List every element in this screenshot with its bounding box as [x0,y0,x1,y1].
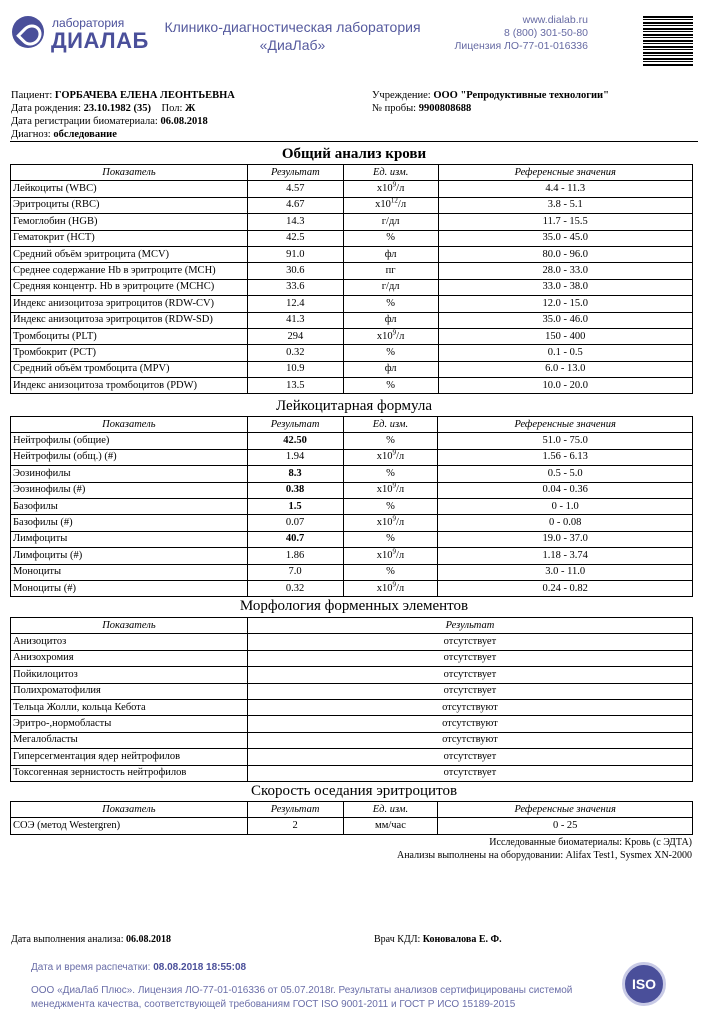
parameter-name: Базофилы (#) [11,515,248,531]
column-header: Результат [247,165,343,181]
unit-cell: фл [343,246,438,262]
parameter-name: СОЭ (метод Westergren) [11,818,248,834]
barcode-icon [643,16,693,66]
table-row [11,667,693,683]
parameter-name: Эритро-,нормобласты [11,716,248,732]
reference-range: 0.1 - 0.5 [438,345,692,361]
result-value: 4.57 [247,181,343,197]
unit-cell: г/дл [343,214,438,230]
analysis-date: Дата выполнения анализа: 06.08.2018 [11,934,171,945]
result-value: 0.32 [247,580,343,596]
registration-date: 06.08.2018 [160,116,208,127]
result-value: 42.50 [247,433,343,449]
result-value: 10.9 [247,361,343,377]
table-row [11,181,693,197]
reference-range: 10.0 - 20.0 [438,378,692,394]
reference-range: 51.0 - 75.0 [438,433,693,449]
unit-cell: г/дл [343,279,438,295]
result-value: отсутствуют [247,716,692,732]
result-value: 1.94 [247,449,343,465]
table-row [11,765,693,781]
page-header [0,0,708,80]
institution: ООО "Репродуктивные технологии" [433,90,609,101]
parameter-name: Средний объём эритроцита (MCV) [11,246,248,262]
table-row [11,683,693,699]
parameter-name: Средняя концентр. Hb в эритроците (MCHC) [11,279,248,295]
result-value: 0.07 [247,515,343,531]
table-row [11,564,693,580]
parameter-name: Тромбоциты (PLT) [11,328,248,344]
lab-name: Клинико-диагностическая лаборатория «ДиаЛаб» [164,19,421,53]
result-value: отсутствует [247,634,692,650]
morph-title: Морфология форменных элементов [239,598,469,614]
parameter-name: Гиперсегментация ядер нейтрофилов [11,749,248,765]
unit-cell: % [343,564,438,580]
parameter-name: Лейкоциты (WBC) [11,181,248,197]
table-row [11,433,693,449]
result-value: отсутствует [247,749,692,765]
parameter-name: Эритроциты (RBC) [11,197,248,213]
result-value: 33.6 [247,279,343,295]
reference-range: 12.0 - 15.0 [438,296,692,312]
column-header: Референсные значения [438,802,693,818]
unit-cell: % [343,296,438,312]
table-row [11,361,693,377]
column-header: Показатель [11,802,248,818]
unit-cell: $x10^9/л$ [343,515,438,531]
parameter-name: Полихроматофилия [11,683,248,699]
license: Лицензия ЛО-77-01-016336 [454,40,588,52]
website-link[interactable]: www.dialab.ru [522,14,588,26]
unit-cell: фл [343,312,438,328]
result-value: отсутствует [247,765,692,781]
result-value: отсутствует [247,683,692,699]
parameter-name: Тельца Жолли, кольца Кебота [11,699,248,715]
table-row [11,449,693,465]
result-value: 1.86 [247,548,343,564]
morph-table [10,617,693,782]
parameter-name: Гематокрит (HCT) [11,230,248,246]
reference-range: 35.0 - 46.0 [438,312,692,328]
unit-cell: % [343,466,438,482]
reference-range: 35.0 - 45.0 [438,230,692,246]
result-value: 14.3 [247,214,343,230]
table-header-row [11,417,693,433]
column-header: Результат [247,618,692,634]
column-header: Результат [247,417,343,433]
cbc-title: Общий анализ крови [281,146,427,162]
result-value: 41.3 [247,312,343,328]
parameter-name: Индекс анизоцитоза эритроцитов (RDW-SD) [11,312,248,328]
parameter-name: Моноциты (#) [11,580,248,596]
table-row [11,345,693,361]
esr-title: Скорость оседания эритроцитов [250,783,458,799]
leuko-title: Лейкоцитарная формула [275,398,433,414]
parameter-name: Мегалобласты [11,732,248,748]
table-row [11,296,693,312]
reference-range: 3.8 - 5.1 [438,197,692,213]
unit-cell: % [343,498,438,514]
print-timestamp: Дата и время распечатки: 08.08.2018 18:55:08 [31,962,247,973]
reference-range: 4.4 - 11.3 [438,181,692,197]
reference-range: 0.04 - 0.36 [438,482,693,498]
unit-cell: $x10^{12}/л$ [343,197,438,213]
reference-range: 1.18 - 3.74 [438,548,693,564]
column-header: Ед. изм. [343,802,438,818]
dialab-logo-icon [12,16,44,48]
patient-info: Пациент: ГОРБАЧЕВА ЕЛЕНА ЛЕОНТЬЕВНА Дата рождения: 23.10.1982 (35) Пол: Ж Дата регистрации биоматериала: 06.08.2018 Диагноз: обследование [11,90,235,140]
lab-contacts [454,14,588,53]
table-header-row [11,802,693,818]
table-row [11,197,693,213]
table-row [11,732,693,748]
parameter-name: Моноциты [11,564,248,580]
biomaterial-note: Исследованные биоматериалы: Кровь (с ЭДТА) [489,837,692,848]
result-value: 91.0 [247,246,343,262]
result-value: отсутствуют [247,732,692,748]
reference-range: 3.0 - 11.0 [438,564,693,580]
table-header-row [11,618,693,634]
column-header: Ед. изм. [343,165,438,181]
reference-range: 80.0 - 96.0 [438,246,692,262]
table-row [11,498,693,514]
reference-range: 11.7 - 15.5 [438,214,692,230]
table-row [11,716,693,732]
table-row [11,749,693,765]
reference-range: 0.5 - 5.0 [438,466,693,482]
parameter-name: Гемоглобин (HGB) [11,214,248,230]
table-row [11,580,693,596]
reference-range: 0 - 0.08 [438,515,693,531]
result-value: 0.32 [247,345,343,361]
parameter-name: Токсогенная зернистость нейтрофилов [11,765,248,781]
table-row [11,214,693,230]
result-value: отсутствует [247,650,692,666]
patient-name: ГОРБАЧЕВА ЕЛЕНА ЛЕОНТЬЕВНА [54,90,235,101]
unit-cell: $x10^9/л$ [343,482,438,498]
result-value: 1.5 [247,498,343,514]
parameter-name: Лимфоциты [11,531,248,547]
parameter-name: Анизоцитоз [11,634,248,650]
unit-cell: $x10^9/л$ [343,580,438,596]
patient-sex: Ж [185,103,196,114]
unit-cell: % [343,230,438,246]
parameter-name: Анизохромия [11,650,248,666]
parameter-name: Средний объём тромбоцита (MPV) [11,361,248,377]
table-row [11,263,693,279]
table-row [11,531,693,547]
reference-range: 1.56 - 6.13 [438,449,693,465]
diagnosis: обследование [53,129,117,140]
column-header: Показатель [11,417,248,433]
table-row [11,515,693,531]
unit-cell: $x10^9/л$ [343,181,438,197]
table-header-row [11,165,693,181]
divider [10,141,698,142]
reference-range: 150 - 400 [438,328,692,344]
parameter-name: Нейтрофилы (общие) [11,433,248,449]
column-header: Результат [247,802,343,818]
parameter-name: Эозинофилы (#) [11,482,248,498]
table-row [11,279,693,295]
table-row [11,548,693,564]
result-value: 0.38 [247,482,343,498]
doctor: Врач КДЛ: Коновалова Е. Ф. [374,934,502,945]
logo-subtitle: лаборатория [52,16,125,30]
parameter-name: Тромбокрит (PCT) [11,345,248,361]
unit-cell: % [343,345,438,361]
table-row [11,230,693,246]
result-value: 40.7 [247,531,343,547]
reference-range: 33.0 - 38.0 [438,279,692,295]
result-value: 13.5 [247,378,343,394]
patient-dob: 23.10.1982 (35) [83,103,152,114]
result-value: отсутствуют [247,699,692,715]
table-row [11,312,693,328]
parameter-name: Среднее содержание Hb в эритроците (MCH) [11,263,248,279]
unit-cell: $x10^9/л$ [343,449,438,465]
column-header: Референсные значения [438,165,692,181]
iso-badge-icon: ISO [622,962,666,1006]
unit-cell: фл [343,361,438,377]
unit-cell: мм/час [343,818,438,834]
column-header: Ед. изм. [343,417,438,433]
reference-range: 6.0 - 13.0 [438,361,692,377]
table-row [11,818,693,834]
esr-table [10,801,693,835]
table-row [11,650,693,666]
result-value: 12.4 [247,296,343,312]
table-row [11,699,693,715]
reference-range: 19.0 - 37.0 [438,531,693,547]
unit-cell: % [343,433,438,449]
parameter-name: Пойкилоцитоз [11,667,248,683]
parameter-name: Эозинофилы [11,466,248,482]
table-row [11,328,693,344]
column-header: Показатель [11,618,248,634]
reference-range: 28.0 - 33.0 [438,263,692,279]
phone: 8 (800) 301-50-80 [503,27,588,39]
result-value: 30.6 [247,263,343,279]
table-row [11,466,693,482]
parameter-name: Базофилы [11,498,248,514]
column-header: Референсные значения [438,417,693,433]
logo-title: ДИАЛАБ [51,28,149,53]
reference-range: 0 - 1.0 [438,498,693,514]
parameter-name: Индекс анизоцитоза эритроцитов (RDW-CV) [11,296,248,312]
sample-number: 9900808688 [418,103,472,114]
parameter-name: Индекс анизоцитоза тромбоцитов (PDW) [11,378,248,394]
result-value: 8.3 [247,466,343,482]
leuko-table [10,416,693,597]
result-value: 7.0 [247,564,343,580]
equipment-note: Анализы выполнены на оборудовании: Alifax Test1, Sysmex XN-2000 [396,850,692,861]
result-value: отсутствует [247,667,692,683]
footer-legal: ООО «ДиаЛаб Плюс». Лицензия ЛО-77-01-016336 от 05.07.2018г. Результаты анализов сертифицированы системой менеджмента качества, соответствующей требованиям ГОСТ ISO 9001-2011 и ГОСТ Р ИСО 15189-2015 [31,985,573,1010]
table-row [11,246,693,262]
reference-range: 0.24 - 0.82 [438,580,693,596]
result-value: 42.5 [247,230,343,246]
column-header: Показатель [11,165,248,181]
cbc-table [10,164,693,394]
institution-info: Учреждение: ООО "Репродуктивные технологии" № пробы: 9900808688 [372,90,609,114]
parameter-name: Нейтрофилы (общ.) (#) [11,449,248,465]
unit-cell: $x10^9/л$ [343,548,438,564]
unit-cell: пг [343,263,438,279]
table-row [11,634,693,650]
reference-range: 0 - 25 [438,818,693,834]
result-value: 2 [247,818,343,834]
result-value: 4.67 [247,197,343,213]
unit-cell: % [343,531,438,547]
unit-cell: $x10^9/л$ [343,328,438,344]
table-row [11,378,693,394]
table-row [11,482,693,498]
parameter-name: Лимфоциты (#) [11,548,248,564]
unit-cell: % [343,378,438,394]
result-value: 294 [247,328,343,344]
